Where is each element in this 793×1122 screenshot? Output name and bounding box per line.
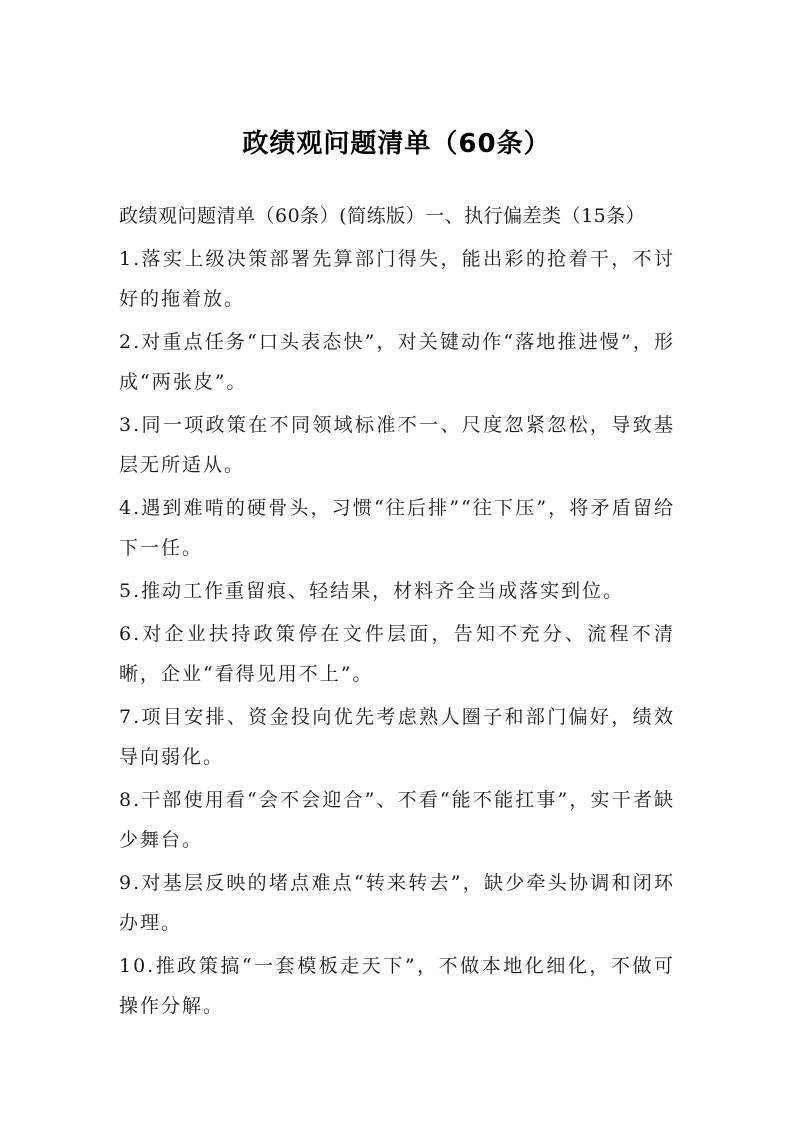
list-item-9: 9.对基层反映的堵点难点“转来转去”，缺少牵头协调和闭环办理。 bbox=[119, 872, 675, 934]
document-title: 政绩观问题清单（60条） bbox=[242, 129, 551, 159]
list-item-10: 10.推政策搞“一套模板走天下”，不做本地化细化，不做可操作分解。 bbox=[119, 955, 675, 1017]
document-body bbox=[119, 196, 675, 1029]
list-item-5: 5.推动工作重留痕、轻结果，材料齐全当成落实到位。 bbox=[119, 580, 625, 602]
list-item-6: 6.对企业扶持政策停在文件层面，告知不充分、流程不清晰，企业“看得见用不上”。 bbox=[119, 623, 675, 685]
list-item-3: 3.同一项政策在不同领域标准不一、尺度忽紧忽松，导致基层无所适从。 bbox=[119, 414, 675, 476]
intro-paragraph: 政绩观问题清单（60条）(简练版）一、执行偏差类（15条） bbox=[119, 205, 646, 227]
list-item-2: 2.对重点任务“口头表态快”，对关键动作“落地推进慢”，形成“两张皮”。 bbox=[119, 331, 675, 393]
list-item-4: 4.遇到难啃的硬骨头，习惯“往后排”“往下压”，将矛盾留给下一任。 bbox=[119, 497, 675, 559]
list-item-1: 1.落实上级决策部署先算部门得失，能出彩的抢着干，不讨好的拖着放。 bbox=[119, 248, 675, 310]
list-item-8: 8.干部使用看“会不会迎合”、不看“能不能扛事”，实干者缺少舞台。 bbox=[119, 789, 675, 851]
list-item-7: 7.项目安排、资金投向优先考虑熟人圈子和部门偏好，绩效导向弱化。 bbox=[119, 706, 675, 768]
